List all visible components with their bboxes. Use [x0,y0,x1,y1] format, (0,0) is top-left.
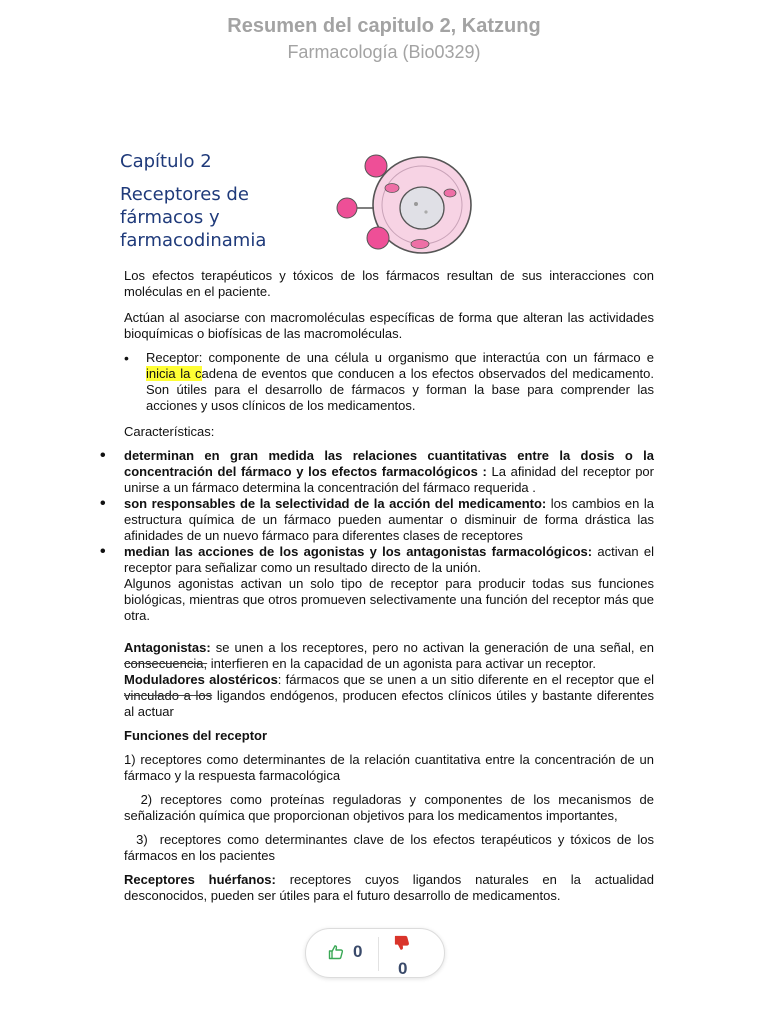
characteristics-label: Características: [124,424,215,439]
characteristics-list [124,448,654,624]
divider [378,937,379,971]
antagonists-paragraph: Antagonistas: se unen a los receptores, pero no activan la generación de una señal, en consecuencia, interfieren en la capacidad de un agonista para activar un receptor. [124,640,654,671]
paragraph: 1) receptores como determinantes de la relación cuantitativa entre la concentración de un fármaco y la respuesta farmacológica [124,752,658,783]
list-item: • median las acciones de los agonistas y los antagonistas farmacológicos: activan el receptor para señalizar como un resultado directo de la unión. Algunos agonistas activan un solo tipo de receptor para producir todas sus funciones biológicas, mientras que otros promueven selectivamente una función del receptor más que otra. [124,544,654,624]
list-item: • son responsables de la selectividad de la acción del medicamento: los cambios en la estructura química de un fármaco pueden aumentar o disminuir de forma drástica las afinidades de un nuevo fármaco para diferentes clases de receptores [124,496,654,544]
receptor-ligand [337,198,357,218]
paragraph: 2) receptores como proteínas reguladoras y componentes de los mecanismos de señalización química que proporcionan objetivos para los medicamentos importantes, [124,792,658,823]
section-heading: Funciones del receptor [124,728,268,743]
upvote-count: 0 [353,942,363,961]
receptor-definition-list [124,350,654,414]
course-name: Farmacología (Bio0329) [287,42,481,62]
vesicle [385,184,399,193]
chapter-title: Receptores de fármacos y farmacodinamia [120,184,267,251]
document-header [0,12,768,64]
downvote-count: 0 [398,959,408,978]
downvote-button[interactable] [394,935,410,979]
cell-receptor-illustration [330,148,480,258]
chapter-number: Capítulo 2 [120,151,212,172]
receptor-ligand [365,155,387,177]
paragraph: Los efectos terapéuticos y tóxicos de los fármacos resultan de sus interacciones con moléculas en el paciente. [124,268,654,299]
thumbs-down-icon [394,935,410,951]
thumbs-up-icon [328,944,344,960]
vote-widget [305,928,445,978]
vesicle [411,240,429,249]
chapter-heading [120,150,310,252]
highlighted-text: inicia la c [146,366,202,381]
list-item: • Receptor: componente de una célula u organismo que interactúa con un fármaco e inicia la cadena de eventos que conducen a los efectos observados del medicamento. Son útiles para el desarrollo de fármacos y forman la base para comprender las acciones y usos clínicos de los medicamentos. [124,350,654,414]
document-title: Resumen del capitulo 2, Katzung [227,15,541,37]
allosteric-paragraph: Moduladores alostéricos: fármacos que se unen a un sitio diferente en el receptor que el vinculado a los ligandos endógenos, producen efectos clínicos útiles y bastante diferentes al actuar [124,672,655,719]
document-body [124,268,658,904]
paragraph: Actúan al asociarse con macromoléculas específicas de forma que alteran las actividades bioquímicas o biofísicas de las macromoléculas. [124,310,654,341]
upvote-button[interactable] [328,942,362,962]
orphan-receptors-paragraph: Receptores huérfanos: receptores cuyos ligandos naturales en la actualidad desconocidos, pueden ser útiles para el futuro desarrollo de medicamentos. [124,872,654,903]
paragraph: 3) receptores como determinantes clave de los efectos terapéuticos y tóxicos de los fármacos en los pacientes [124,832,658,863]
cell-nucleus [400,187,444,229]
vesicle [444,189,456,197]
receptor-ligand [367,227,389,249]
list-item: • determinan en gran medida las relaciones cuantitativas entre la dosis o la concentración del fármaco y los efectos farmacológicos : La afinidad del receptor por unirse a un fármaco determina la concentración del fármaco requerida . [124,448,654,496]
